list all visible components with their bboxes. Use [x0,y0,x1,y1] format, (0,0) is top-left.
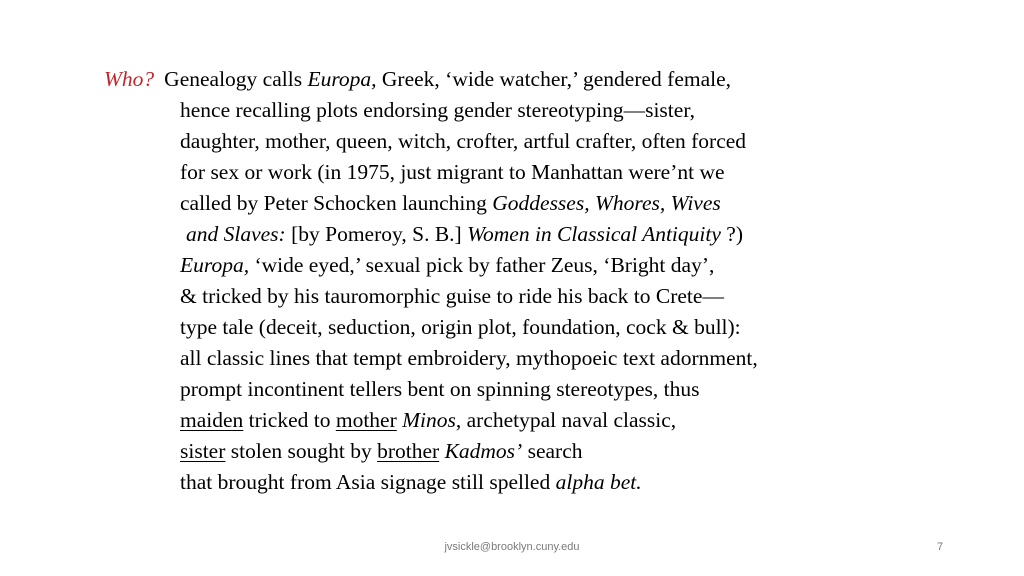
line-14-alpha-bet: alpha bet. [555,470,642,494]
line-12-mother: mother [335,408,397,432]
line-12-minos: Minos [402,408,456,432]
line-13-brother: brother [377,439,440,463]
line-6-book-title-end: and Slaves: [186,222,286,246]
text-line-5 [180,188,721,218]
text-line-1 [104,64,731,94]
text-line-10 [180,343,758,373]
line-7-part-b: ‘wide eyed,’ sexual pick by father Zeus, ‘Bright day’, [249,253,715,277]
line-1-part-c: Greek, ‘wide watcher,’ gendered female, [376,67,732,91]
text-line-6 [180,219,743,249]
line-12-part-f: , archetypal naval classic, [455,408,677,432]
line-13-kadmos: Kadmos’ [444,439,523,463]
line-7-europa: Europa, [180,253,250,277]
line-14-part-a: that brought from Asia signage still spelled [180,470,556,494]
line-2-text: hence recalling plots endorsing gender stereotyping—sister, [180,98,695,122]
line-1-part-a: Genealogy calls [164,67,308,91]
text-line-7 [180,250,714,280]
line-6-part-b: [by Pomeroy, S. B.] [285,222,468,246]
line-11-text: prompt incontinent tellers bent on spinning stereotypes, thus [180,377,700,401]
page-number: 7 [937,541,944,553]
text-line-11 [180,374,700,404]
line-12-maiden: maiden [180,408,244,432]
line-10-text: all classic lines that tempt embroidery, mythopoeic text adornment, [180,346,758,370]
text-line-13 [180,436,583,466]
line-13-part-f: search [522,439,583,463]
text-line-3 [180,126,746,156]
line-12-part-b: tricked to [243,408,336,432]
footer-email: jvsickle@brooklyn.cuny.edu [444,541,580,553]
line-4-text: for sex or work (in 1975, just migrant to Manhattan were’nt we [180,160,725,184]
line-8-text: & tricked by his tauromorphic guise to ride his back to Crete— [180,284,724,308]
line-1-europa: Europa, [307,67,377,91]
line-5-book-title: Goddesses, Whores, Wives [492,191,721,215]
text-line-8 [180,281,724,311]
line-9-text: type tale (deceit, seduction, origin plot, foundation, cock & bull): [180,315,741,339]
line-3-text: daughter, mother, queen, witch, crofter, artful crafter, often forced [180,129,747,153]
line-13-sister: sister [180,439,226,463]
line-6-part-d: ?) [720,222,743,246]
text-line-4 [180,157,725,187]
line-6-book-title-2: Women in Classical Antiquity [467,222,721,246]
text-line-9 [180,312,741,342]
text-line-14 [180,467,642,497]
line-13-part-b: stolen sought by [225,439,378,463]
line-5-part-a: called by Peter Schocken launching [180,191,493,215]
who-label: Who? [104,67,155,91]
text-line-12 [180,405,676,435]
text-line-2 [180,95,695,125]
